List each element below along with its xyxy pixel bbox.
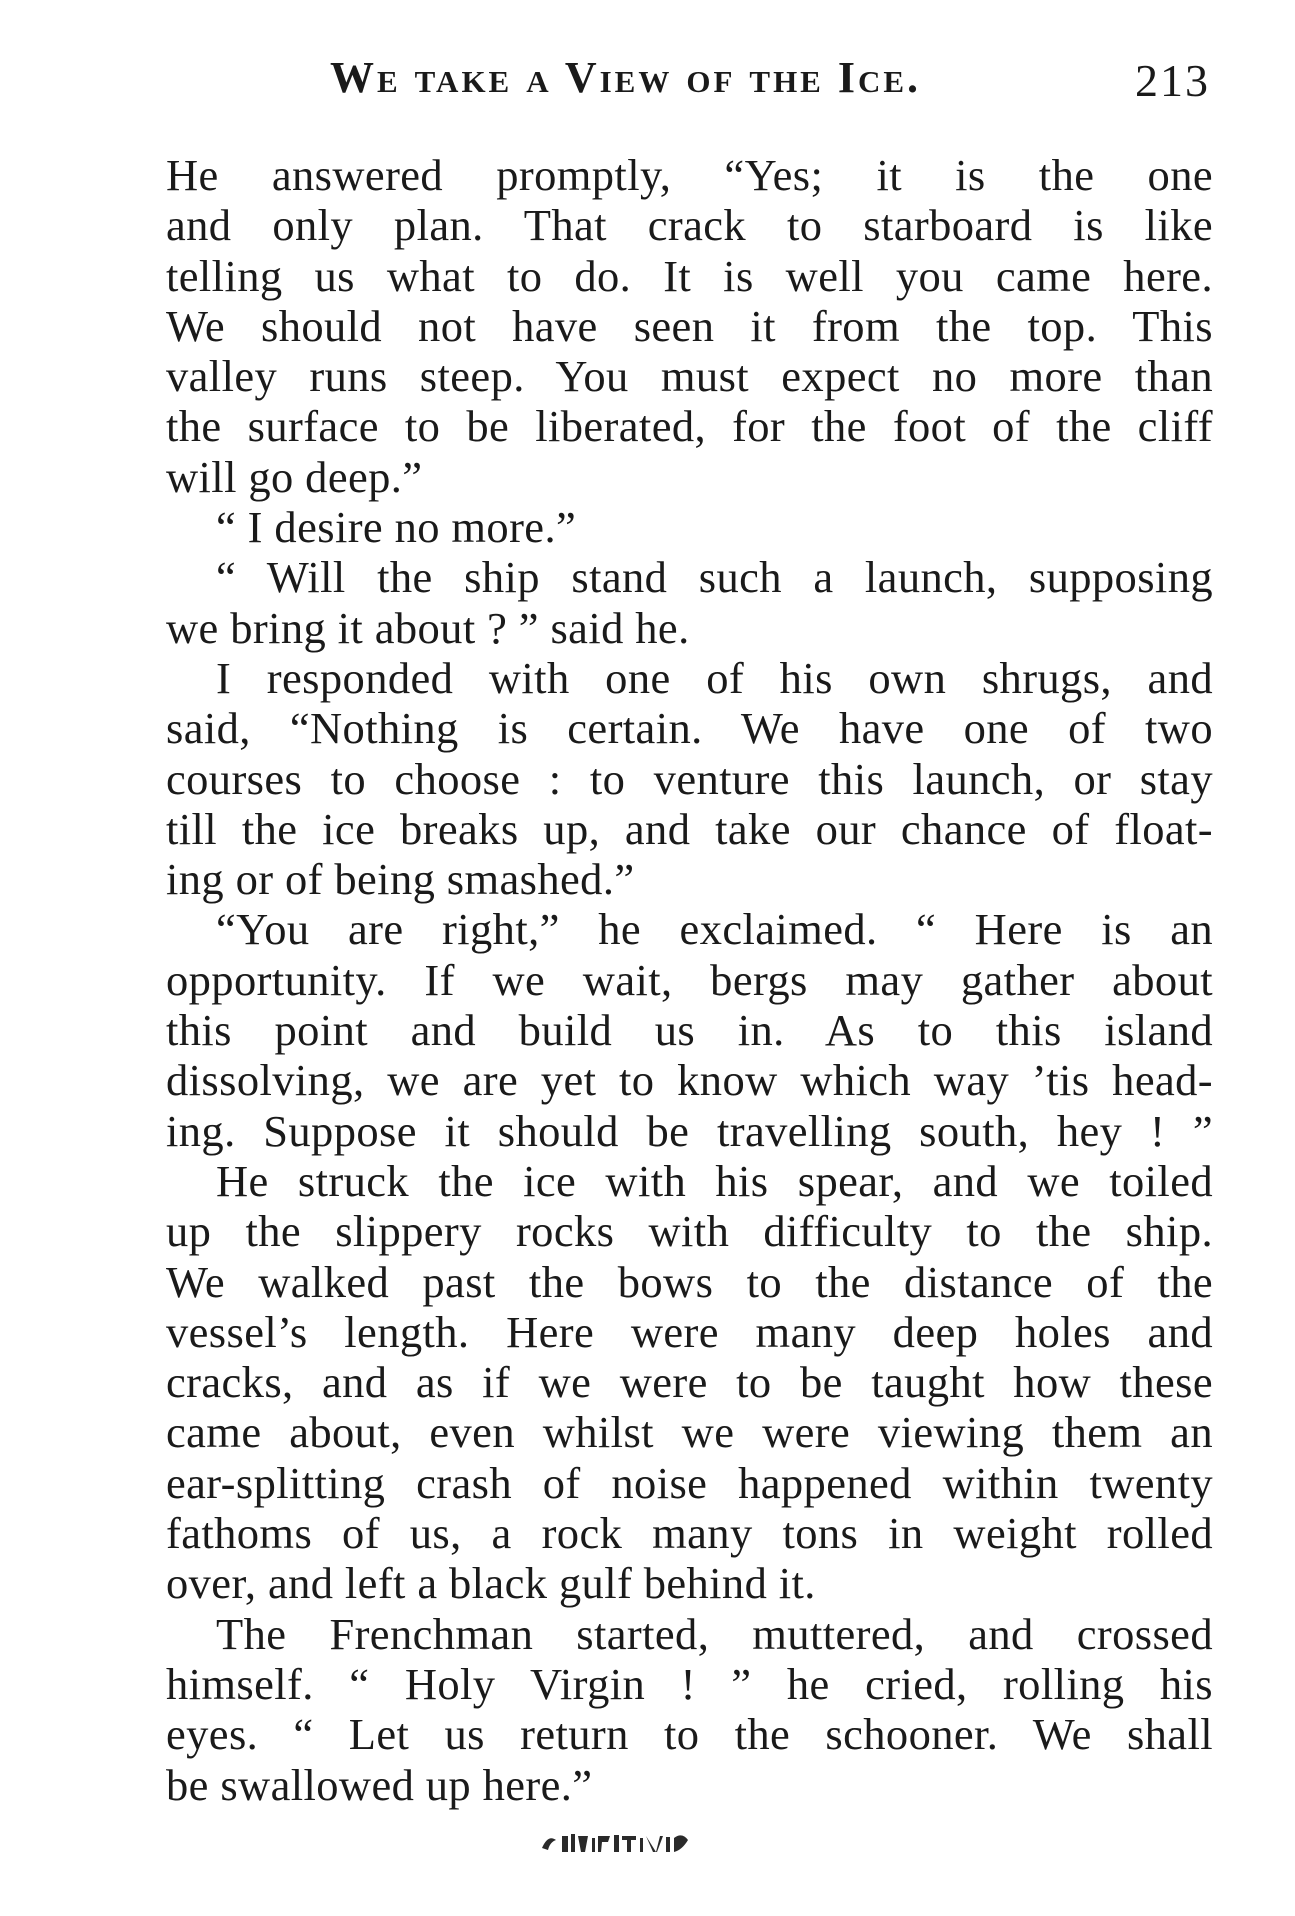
text-line: ear-splitting crash of noise happened within twenty [166,1457,1213,1508]
ink-speck-icon [938,1318,958,1338]
text-line: ing. Suppose it should be travelling south, hey ! ” [166,1105,1213,1156]
text-line: will go deep.” [166,451,423,502]
text-line: “ Will the ship stand such a launch, supposing [216,552,1213,603]
text-line: the surface to be liberated, for the foot of the cliff [166,401,1213,452]
running-title: We take a View of the Ice. [330,53,922,102]
text-line: over, and left a black gulf behind it. [166,1558,816,1609]
text-line: valley runs steep. You must expect no more than [166,351,1213,402]
page-header [330,52,1210,112]
text-line: eyes. “ Let us return to the schooner. We shall [166,1709,1213,1760]
text-line: The Frenchman started, muttered, and crossed [216,1608,1213,1659]
text-line: this point and build us in. As to this island [166,1005,1213,1056]
text-line: He struck the ice with his spear, and we toiled [216,1155,1213,1206]
text-line: be swallowed up here.” [166,1759,593,1810]
text-line: till the ice breaks up, and take our chance of float- [166,803,1213,854]
text-line: “ I desire no more.” [216,502,577,553]
text-line: He answered promptly, “Yes; it is the one [166,150,1213,200]
text-line: himself. “ Holy Virgin ! ” he cried, rolling his [166,1658,1213,1709]
text-line: and only plan. That crack to starboard is like [166,200,1213,251]
text-line: said, “Nothing is certain. We have one of two [166,703,1213,754]
text-line: telling us what to do. It is well you came here. [166,250,1213,301]
text-line: dissolving, we are yet to know which way ’tis head- [166,1055,1213,1106]
text-line: I responded with one of his own shrugs, and [216,652,1213,703]
text-line: cracks, and as if we were to be taught how these [166,1357,1213,1408]
text-line: courses to choose : to venture this launch, or stay [166,753,1213,804]
text-line: fathoms of us, a rock many tons in weight rolled [166,1508,1213,1559]
text-line: up the slippery rocks with difficulty to the ship. [166,1206,1213,1257]
text-line: ing or of being smashed.” [166,854,635,905]
text-line: We should not have seen it from the top. This [166,300,1213,351]
text-line: “You are right,” he exclaimed. “ Here is an [216,904,1213,955]
text-line: came about, even whilst we were viewing them an [166,1407,1213,1458]
body-text [166,150,1213,1810]
text-line: we bring it about ? ” said he. [166,602,690,653]
text-line: We walked past the bows to the distance of the [166,1256,1213,1307]
printer-mark-icon [538,1830,698,1856]
page-number: 213 [1135,55,1210,106]
text-line: opportunity. If we wait, bergs may gather about [166,954,1213,1005]
text-line: vessel’s length. Here were many deep holes and [166,1306,1213,1357]
